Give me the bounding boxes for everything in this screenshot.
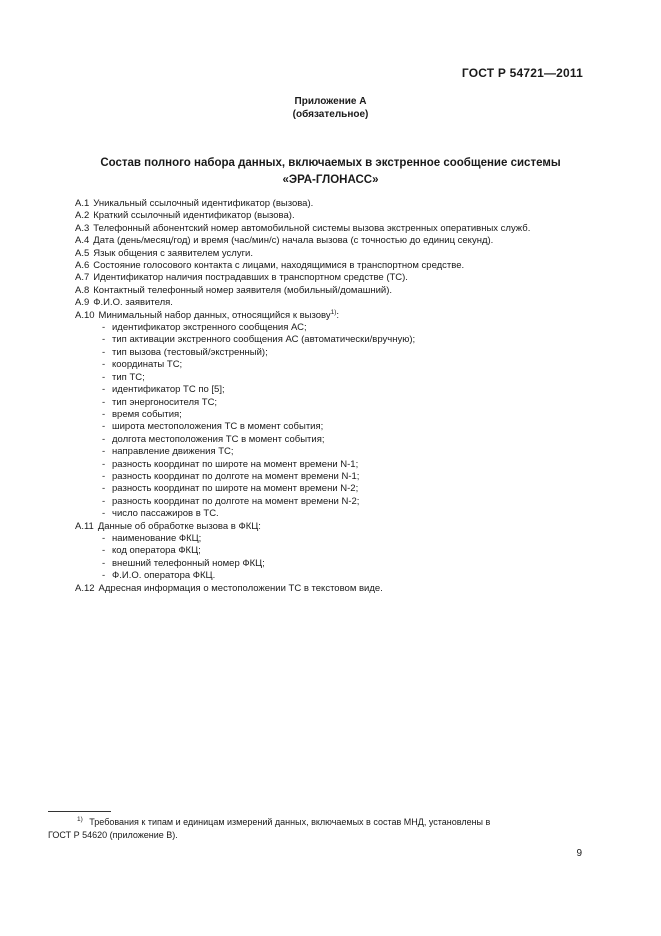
dash-marker: - xyxy=(102,384,106,396)
sub-item-text: время события; xyxy=(112,408,182,420)
dash-marker: - xyxy=(102,371,106,383)
sub-item-text: разность координат по долготе на момент времени N-1; xyxy=(112,470,360,482)
sub-item-text: долгота местоположения ТС в момент события; xyxy=(112,433,325,445)
sub-item-text: наименование ФКЦ; xyxy=(112,532,202,544)
list-item xyxy=(75,260,595,272)
sub-list-item xyxy=(75,359,595,371)
item-number: А.6 xyxy=(75,260,90,272)
footnote-mark: 1) xyxy=(77,816,83,823)
item-text: Идентификатор наличия пострадавших в транспортном средстве (ТС). xyxy=(93,272,408,284)
item-text xyxy=(99,310,339,322)
dash-marker: - xyxy=(102,458,106,470)
item-text: Дата (день/месяц/год) и время (час/мин/с) начала вызова (с точностью до единиц секунд). xyxy=(93,235,494,247)
item-text-main: Минимальный набор данных, относящийся к вызову xyxy=(98,309,331,321)
footnote-text: Требования к типам и единицам измерений данных, включаемых в состав МНД, установлены в xyxy=(89,817,491,827)
section-title-line1: Состав полного набора данных, включаемых в экстренное сообщение системы xyxy=(100,157,561,169)
sub-list-item xyxy=(75,434,595,446)
document-id: ГОСТ Р 54721—2011 xyxy=(461,66,583,80)
sub-item-text: идентификатор ТС по [5]; xyxy=(112,384,225,396)
item-number: А.7 xyxy=(75,272,90,284)
data-items-list xyxy=(75,198,595,595)
item-text: Язык общения с заявителем услуги. xyxy=(93,247,253,259)
sub-list-item xyxy=(75,508,595,520)
item-number: А.8 xyxy=(75,284,90,296)
list-item xyxy=(75,285,595,297)
list-item-a10 xyxy=(75,310,595,322)
item-text: Уникальный ссылочный идентификатор (вызова). xyxy=(93,198,314,209)
sub-list-item xyxy=(75,372,595,384)
sub-item-text: Ф.И.О. оператора ФКЦ. xyxy=(112,570,216,582)
dash-marker: - xyxy=(102,508,106,520)
list-item xyxy=(75,210,595,222)
sub-list-item xyxy=(75,570,595,582)
sub-item-text: тип вызова (тестовый/экстренный); xyxy=(112,346,268,358)
sub-item-text: разность координат по долготе на момент времени N-2; xyxy=(112,495,360,507)
item-text: Адресная информация о местоположении ТС в текстовом виде. xyxy=(98,582,383,594)
dash-marker: - xyxy=(102,346,106,358)
sub-item-text: тип ТС; xyxy=(112,371,145,383)
dash-marker: - xyxy=(102,532,106,544)
a11-sublist xyxy=(75,533,595,583)
item-number: А.12 xyxy=(75,582,95,594)
sub-item-text: разность координат по широте на момент времени N-2; xyxy=(112,483,359,495)
sub-item-text: тип активации экстренного сообщения АС (автоматически/вручную); xyxy=(112,334,416,346)
footnote-reference: 1) xyxy=(330,308,337,316)
sub-list-item xyxy=(75,558,595,570)
item-number: А.5 xyxy=(75,247,90,259)
item-number: А.3 xyxy=(75,222,90,234)
sub-item-text: идентификатор экстренного сообщения АС; xyxy=(112,322,307,334)
item-number: А.9 xyxy=(75,297,90,309)
dash-marker: - xyxy=(102,446,106,458)
item-text: Данные об обработке вызова в ФКЦ: xyxy=(97,520,261,532)
dash-marker: - xyxy=(102,433,106,445)
sub-item-text: широта местоположения ТС в момент события; xyxy=(112,421,324,433)
sub-item-text: направление движения ТС; xyxy=(112,446,234,458)
dash-marker: - xyxy=(102,408,106,420)
dash-marker: - xyxy=(102,570,106,582)
dash-marker: - xyxy=(102,483,106,495)
dash-marker: - xyxy=(102,470,106,482)
footnote-line1 xyxy=(48,816,580,829)
sub-item-text: разность координат по широте на момент времени N-1; xyxy=(112,458,359,470)
sub-list-item xyxy=(75,446,595,458)
sub-list-item xyxy=(75,533,595,545)
sub-list-item xyxy=(75,347,595,359)
list-item-a11 xyxy=(75,521,595,533)
list-item xyxy=(75,272,595,284)
dash-marker: - xyxy=(102,545,106,557)
sub-item-text: тип энергоносителя ТС; xyxy=(112,396,218,408)
sub-item-text: число пассажиров в ТС. xyxy=(112,508,219,520)
sub-list-item xyxy=(75,334,595,346)
footnote xyxy=(48,816,580,842)
sub-item-text: код оператора ФКЦ; xyxy=(112,545,201,557)
list-item xyxy=(75,235,595,247)
dash-marker: - xyxy=(102,334,106,346)
page-number: 9 xyxy=(576,848,582,859)
dash-marker: - xyxy=(102,359,106,371)
list-item xyxy=(75,198,595,210)
list-item xyxy=(75,223,595,235)
appendix-heading xyxy=(0,95,661,121)
sub-list-item xyxy=(75,409,595,421)
footnote-divider xyxy=(48,811,111,812)
item-text: Ф.И.О. заявителя. xyxy=(93,297,173,309)
item-number: А.1 xyxy=(75,198,90,209)
dash-marker: - xyxy=(102,322,106,334)
sub-item-text: внешний телефонный номер ФКЦ; xyxy=(112,557,265,569)
sub-list-item xyxy=(75,397,595,409)
item-number: А.2 xyxy=(75,210,90,222)
footnote-line1-text xyxy=(77,816,490,829)
item-text: Телефонный абонентский номер автомобильной системы вызова экстренных оперативных служб. xyxy=(93,222,531,234)
item-number: А.4 xyxy=(75,235,90,247)
item-text-tail: : xyxy=(336,309,340,321)
item-number: А.11 xyxy=(75,520,94,532)
sub-list-item xyxy=(75,496,595,508)
sub-item-text: координаты ТС; xyxy=(112,359,183,371)
section-title-line2: «ЭРА-ГЛОНАСС» xyxy=(282,174,379,186)
dash-marker: - xyxy=(102,421,106,433)
sub-list-item xyxy=(75,545,595,557)
item-text: Контактный телефонный номер заявителя (мобильный/домашний). xyxy=(93,284,393,296)
sub-list-item xyxy=(75,322,595,334)
item-text: Состояние голосового контакта с лицами, находящимися в транспортном средстве. xyxy=(93,260,465,272)
list-item-a12 xyxy=(75,583,595,595)
dash-marker: - xyxy=(102,557,106,569)
dash-marker: - xyxy=(102,396,106,408)
sub-list-item xyxy=(75,384,595,396)
section-title xyxy=(60,155,601,189)
sub-list-item xyxy=(75,459,595,471)
item-text: Краткий ссылочный идентификатор (вызова). xyxy=(93,210,295,222)
list-item xyxy=(75,248,595,260)
a10-sublist xyxy=(75,322,595,521)
appendix-label: Приложение А xyxy=(294,96,367,107)
sub-list-item xyxy=(75,483,595,495)
sub-list-item xyxy=(75,471,595,483)
appendix-status: (обязательное) xyxy=(292,109,369,120)
sub-list-item xyxy=(75,421,595,433)
footnote-line2: ГОСТ Р 54620 (приложение В). xyxy=(48,830,178,840)
item-number: А.10 xyxy=(75,309,95,321)
dash-marker: - xyxy=(102,495,106,507)
